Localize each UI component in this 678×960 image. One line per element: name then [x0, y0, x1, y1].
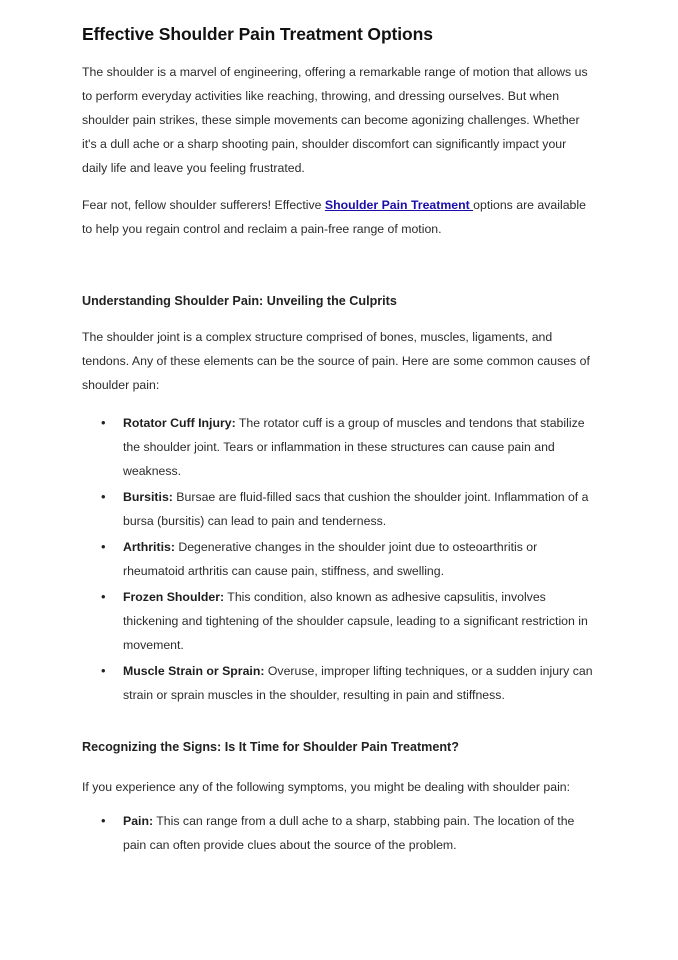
- list-item-term: Frozen Shoulder:: [123, 590, 225, 604]
- list-item: [82, 585, 596, 657]
- list-item-text: Overuse, improper lifting techniques, or a sudden injury can strain or sprain muscles in the shoulder, resulting in pain and stiffness.: [123, 664, 593, 702]
- list-item-term: Rotator Cuff Injury:: [123, 416, 236, 430]
- section-heading-signs: Recognizing the Signs: Is It Time for Shoulder Pain Treatment?: [82, 740, 459, 754]
- symptoms-list: [82, 809, 596, 857]
- intro-paragraph: The shoulder is a marvel of engineering, offering a remarkable range of motion that allows us to perform everyday activities like reaching, throwing, and dressing ourselves. But when shoulder pain strikes, these simple movements can become agonizing challenges. Whether it's a dull ache or a sharp shooting pain, shoulder discomfort can significantly impact your daily life and leave you feeling frustrated.: [82, 65, 588, 175]
- culprits-intro-paragraph: The shoulder joint is a complex structure comprised of bones, muscles, ligaments, and tendons. Any of these elements can be the source of pain. Here are some common causes of shoulder pain:: [82, 330, 590, 392]
- treatment-paragraph-lead: Fear not, fellow shoulder sufferers! Effective: [82, 198, 325, 212]
- list-item-text: The rotator cuff is a group of muscles and tendons that stabilize the shoulder joint. Tears or inflammation in these structures can cause pain and weakness.: [123, 416, 585, 478]
- list-item: [82, 809, 596, 857]
- treatment-paragraph-tail: options are available to help you regain control and reclaim a pain-free range of motion.: [82, 198, 586, 236]
- list-item-text: Degenerative changes in the shoulder joint due to osteoarthritis or rheumatoid arthritis can cause pain, stiffness, and swelling.: [123, 540, 538, 578]
- causes-list: [82, 411, 596, 709]
- bullet-icon: •: [101, 489, 106, 504]
- list-item-term: Muscle Strain or Sprain:: [123, 664, 265, 678]
- list-item-term: Bursitis:: [123, 490, 173, 504]
- section-heading-culprits: Understanding Shoulder Pain: Unveiling the Culprits: [82, 294, 397, 308]
- bullet-icon: •: [101, 813, 106, 828]
- bullet-icon: •: [101, 415, 106, 430]
- list-item: [82, 485, 596, 533]
- signs-intro-paragraph: If you experience any of the following symptoms, you might be dealing with shoulder pain:: [82, 780, 571, 794]
- list-item-text: This can range from a dull ache to a sharp, stabbing pain. The location of the pain can often provide clues about the source of the problem.: [123, 814, 575, 852]
- list-item-term: Arthritis:: [123, 540, 175, 554]
- bullet-icon: •: [101, 663, 106, 678]
- list-item: [82, 411, 596, 483]
- list-item-text: This condition, also known as adhesive capsulitis, involves thickening and tightening of the shoulder capsule, leading to a significant restriction in movement.: [123, 590, 588, 652]
- shoulder-pain-treatment-link[interactable]: Shoulder Pain Treatment: [324, 198, 474, 212]
- treatment-paragraph: [82, 193, 594, 241]
- list-item: [82, 659, 596, 707]
- list-item-text: Bursae are fluid-filled sacs that cushion the shoulder joint. Inflammation of a bursa (bursitis) can lead to pain and tenderness.: [123, 490, 589, 528]
- list-item-term: Pain:: [123, 814, 154, 828]
- bullet-icon: •: [101, 589, 106, 604]
- list-item: [82, 535, 596, 583]
- bullet-icon: •: [101, 539, 106, 554]
- page-title: Effective Shoulder Pain Treatment Options: [82, 24, 433, 44]
